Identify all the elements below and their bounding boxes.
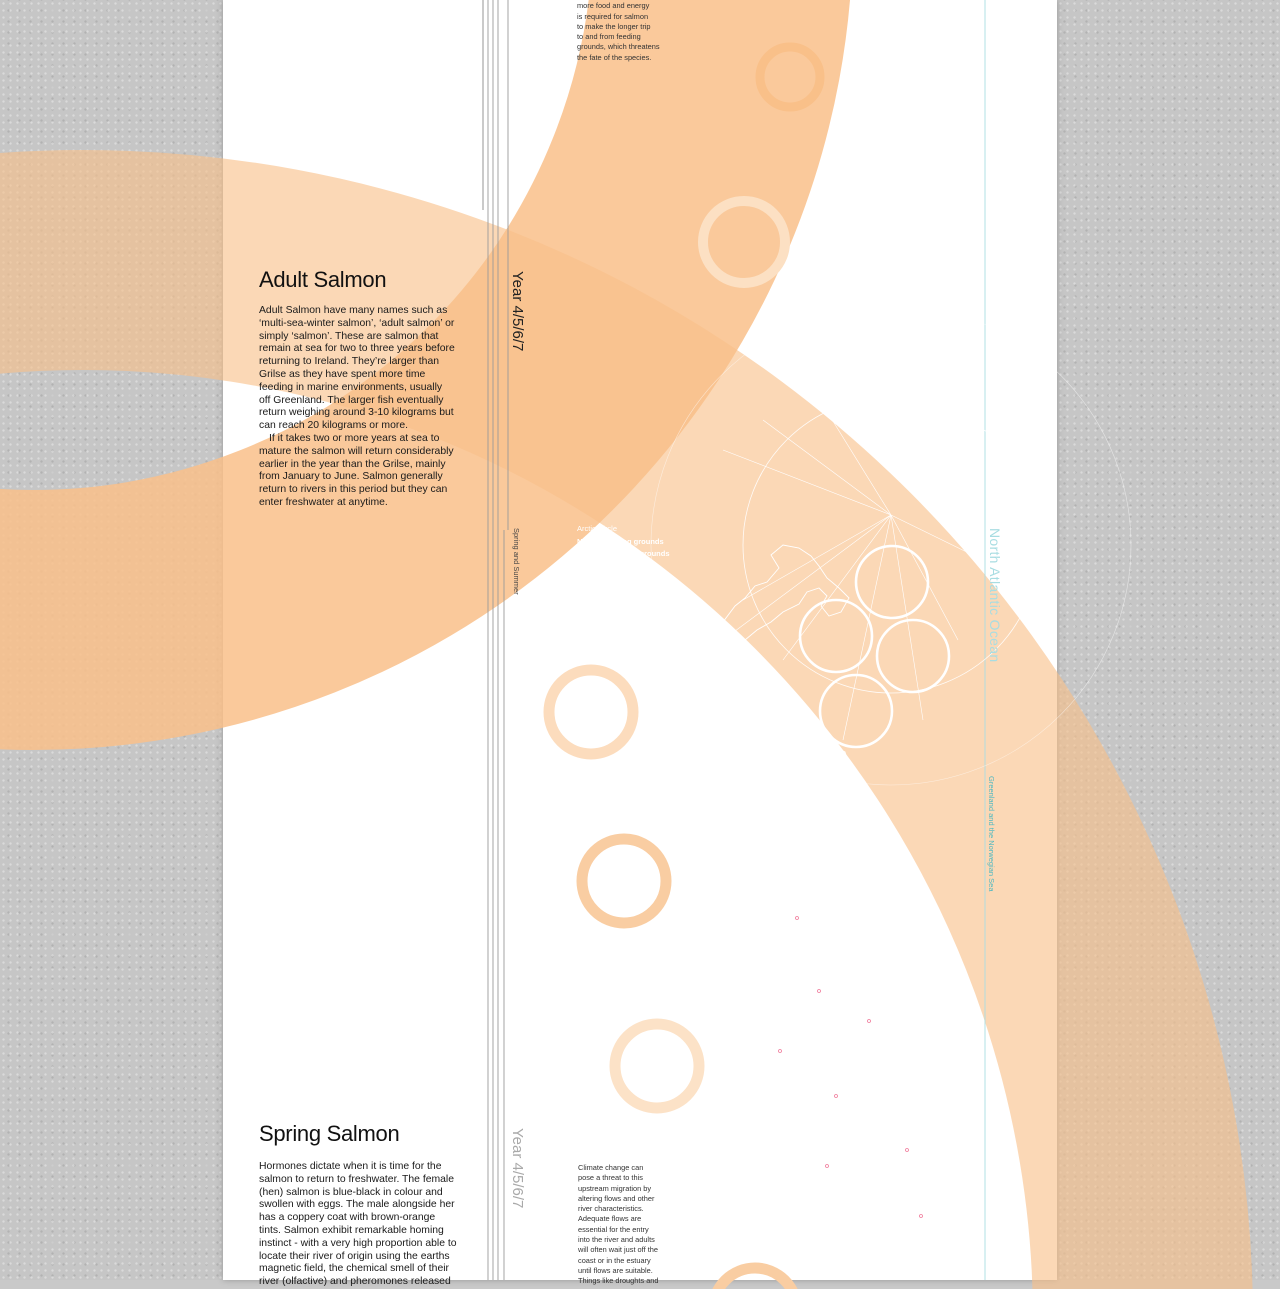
- poster-artwork: [223, 0, 1057, 1280]
- legend-potential-feeding: Potential feeding grounds: [577, 549, 670, 559]
- bottom-text-line: into the river and adults: [578, 1235, 655, 1245]
- sighting-dots: [779, 917, 923, 1218]
- bottom-text-line: pose a threat to this: [578, 1173, 643, 1183]
- legend-normal-feeding: Normal feeding grounds: [577, 536, 664, 546]
- year-label-top: Year 4/5/6/7: [509, 271, 526, 352]
- adult-salmon-paragraph-2: If it takes two or more years at sea to mature the salmon will return considerably earlier in the year than the Grilse, mainly from January to June. Salmon generally return to rivers in this period but they can enter freshwater at anytime.: [259, 432, 454, 508]
- legend-arctic-circle: Arctic Circle: [577, 524, 618, 533]
- top-text-line: grounds, which threatens: [577, 42, 660, 52]
- bottom-text-line: Adequate flows are: [578, 1214, 642, 1224]
- ocean-label: North Atlantic Ocean: [987, 528, 1003, 663]
- bottom-text-line: coast or in the estuary: [578, 1255, 651, 1265]
- ring-3: [549, 670, 633, 754]
- map-legend: [577, 523, 670, 561]
- spring-salmon-title: Spring Salmon: [259, 1121, 400, 1146]
- top-text-line: more food and energy: [577, 1, 650, 11]
- bottom-text-line: river characteristics.: [578, 1204, 644, 1214]
- bottom-text-block: [578, 1163, 678, 1287]
- adult-salmon-body: [259, 305, 455, 510]
- top-text-block: [577, 0, 677, 63]
- poster-sheet: [223, 0, 1057, 1288]
- bottom-text-line: until flows are suitable.: [578, 1265, 653, 1275]
- spring-salmon-body: Hormones dictate when it is time for the salmon to return to freshwater. The female (hen) salmon is blue-black in colour and swollen with eggs. The male alongside her has a coppery coat with brown-orange tints. Salmon exhibit remarkable homing instinct - with a very high proportion able to locate their river of origin using the earths magnetic field, the chemical smell of their river (olfactive) and pheromones released: [259, 1161, 457, 1288]
- top-text-line: the fate of the species.: [577, 52, 652, 62]
- bottom-text-line: essential for the entry: [578, 1224, 649, 1234]
- adult-salmon-title: Adult Salmon: [259, 267, 387, 292]
- ring-5: [615, 1024, 699, 1108]
- bottom-text-line: altering flows and other: [578, 1193, 655, 1203]
- bottom-text-line: Things like droughts and: [578, 1276, 659, 1286]
- bottom-text-line: will often wait just off the: [578, 1245, 658, 1255]
- top-text-line: is required for salmon: [577, 11, 649, 21]
- season-label: Spring and Summer: [512, 528, 521, 595]
- year-label-bottom: Year 4/5/6/7: [509, 1128, 526, 1209]
- top-text-line: to make the longer trip: [577, 21, 651, 31]
- adult-salmon-paragraph-1: Adult Salmon have many names such as ‘multi-sea-winter salmon’, ‘adult salmon’ or simply ‘salmon’. These are salmon that remain at sea for two to three years before returning to Ireland. They’re larger than Grilse as they have spent more time feeding in marine environments, usually off Greenland. The larger fish eventually return weighing around 3-10 kilograms but can reach 20 kilograms or more.: [259, 305, 455, 432]
- region-label: Greenland and the Norwegian Sea: [987, 776, 996, 892]
- island-outline: [821, 746, 849, 790]
- ring-6: [713, 1268, 797, 1289]
- bottom-text-line: Climate change can: [578, 1163, 644, 1172]
- top-text-line: to and from feeding: [577, 32, 641, 42]
- bottom-text-line: upstream migration by: [578, 1183, 652, 1193]
- ring-4: [582, 839, 666, 923]
